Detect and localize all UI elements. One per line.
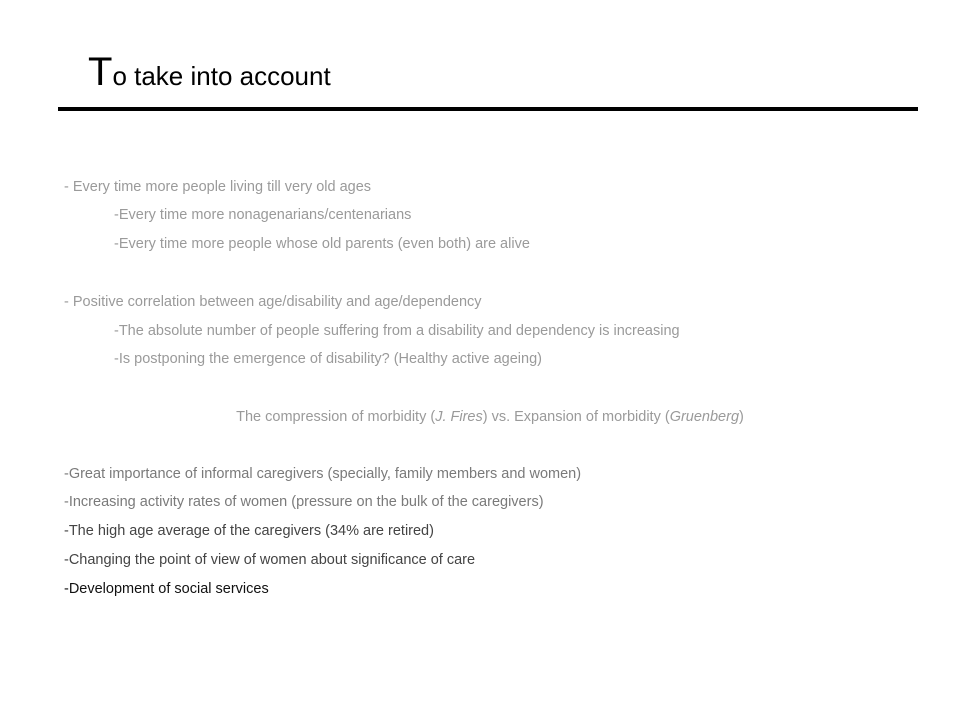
bullet-positive-correlation: - Positive correlation between age/disability and age/dependency [64, 294, 482, 310]
sub-bullet-postponing: -Is postponing the emergence of disability? (Healthy active ageing) [114, 351, 542, 367]
bullet-informal-caregivers: -Great importance of informal caregivers (specially, family members and women) [64, 466, 582, 482]
morbidity-author-fires: J. Fires [435, 409, 483, 425]
bullet-caregiver-age: -The high age average of the caregivers (34% are retired) [64, 523, 434, 539]
morbidity-comparison [0, 408, 960, 426]
morbidity-suffix: ) [739, 409, 744, 425]
sub-bullet-nonagenarians: -Every time more nonagenarians/centenarians [114, 207, 412, 223]
morbidity-author-gruenberg: Gruenberg [669, 409, 740, 425]
bullet-activity-rates: -Increasing activity rates of women (pressure on the bulk of the caregivers) [64, 494, 544, 510]
morbidity-prefix: The compression of morbidity ( [236, 409, 436, 425]
slide-title-rest: o take into account [112, 61, 331, 91]
bullet-very-old-ages: - Every time more people living till very old ages [64, 179, 372, 195]
sub-bullet-old-parents: -Every time more people whose old parents (even both) are alive [114, 236, 530, 252]
bullet-social-services: -Development of social services [64, 581, 269, 597]
slide-title [88, 52, 331, 92]
bullet-point-of-view: -Changing the point of view of women about significance of care [64, 552, 476, 568]
title-underline [58, 107, 918, 111]
slide-title-initial: T [88, 50, 113, 94]
morbidity-mid: ) vs. Expansion of morbidity ( [482, 409, 670, 425]
sub-bullet-absolute-number: -The absolute number of people suffering from a disability and dependency is increasing [114, 323, 680, 339]
